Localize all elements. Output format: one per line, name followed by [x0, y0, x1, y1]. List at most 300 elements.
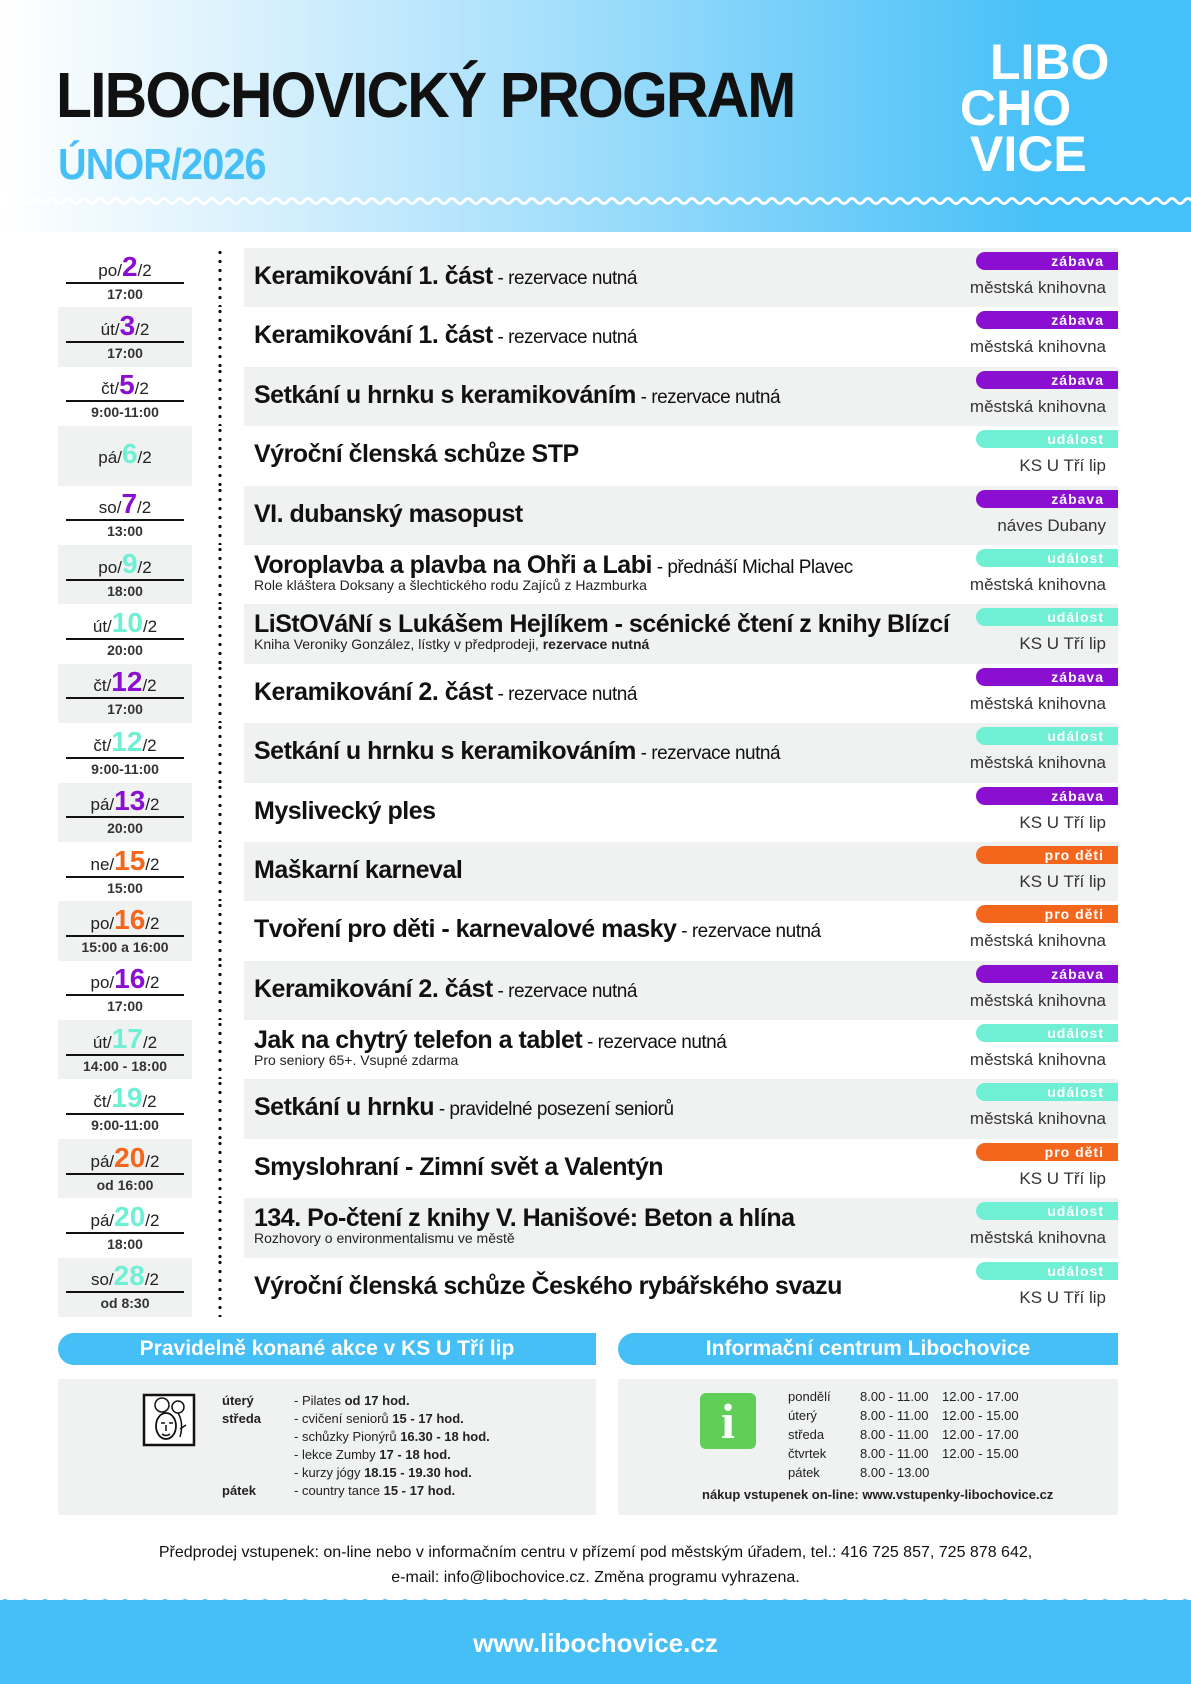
event-date	[58, 1198, 192, 1257]
event-title: Keramikování 1. část	[254, 262, 493, 290]
event-details	[244, 426, 1118, 485]
event-details	[244, 307, 1118, 366]
regular-time: 17 - 18 hod.	[379, 1447, 451, 1462]
event-date	[58, 1020, 192, 1079]
event-date	[58, 961, 192, 1020]
event-time: 15:00	[107, 879, 143, 896]
event-day	[66, 310, 184, 343]
day-number: 16	[114, 963, 146, 995]
event-subtitle-text: Pro seniory 65+. Vsupné zdarma	[254, 1052, 459, 1069]
event-day	[66, 369, 184, 402]
event-time: 9:00-11:00	[91, 404, 159, 421]
event-day	[66, 547, 184, 581]
regular-event-item	[222, 1447, 451, 1462]
event-day	[66, 903, 184, 937]
month-number: /2	[137, 447, 152, 467]
event-details	[244, 723, 1118, 782]
regular-activity: - Pilates	[294, 1393, 345, 1408]
category-badge: pro děti	[976, 905, 1118, 923]
day-number: 17	[111, 1022, 143, 1054]
weekday: čt/	[101, 379, 120, 399]
afternoon-hours: 12.00 - 15.00	[942, 1408, 1019, 1423]
event-day	[66, 1260, 184, 1293]
event-title: Keramikování 2. část	[254, 677, 493, 706]
month-number: /2	[145, 1210, 160, 1230]
weekday: po/	[98, 260, 122, 280]
event-row	[58, 783, 1118, 842]
header-banner	[0, 0, 1191, 232]
event-title-line	[254, 1204, 795, 1233]
event-date	[58, 307, 192, 366]
regular-events-box	[58, 1379, 596, 1515]
category-badge: událost	[976, 1024, 1118, 1042]
dotted-separator	[218, 664, 222, 723]
afternoon-hours: 12.00 - 15.00	[942, 1446, 1019, 1461]
category-badge: událost	[976, 1262, 1118, 1280]
event-time: 18:00	[107, 1235, 143, 1252]
day-number: 12	[111, 666, 143, 698]
morning-hours: 8.00 - 11.00	[860, 1427, 929, 1442]
month-number: /2	[142, 1092, 157, 1112]
day-number: 20	[114, 1200, 146, 1232]
event-title-line	[254, 1272, 842, 1301]
event-venue: městská knihovna	[969, 1109, 1106, 1129]
event-title-line	[254, 262, 637, 291]
footer-line-2: e-mail: info@libochovice.cz. Změna programu vyhrazena.	[391, 1569, 800, 1586]
regular-activity: - lekce Zumby	[294, 1447, 380, 1462]
event-date	[58, 842, 192, 901]
event-row	[58, 1079, 1118, 1138]
event-venue: KS U Tří lip	[1019, 812, 1106, 832]
event-day	[66, 785, 184, 818]
regular-time: 18.15 - 19.30 hod.	[364, 1465, 472, 1480]
event-time: 15:00 a 16:00	[81, 938, 169, 955]
event-title: Voroplavba a plavba na Ohři a Labi	[254, 550, 652, 579]
weekday: úterý	[788, 1408, 817, 1423]
regular-day: úterý	[222, 1393, 254, 1408]
dotted-separator	[218, 1139, 222, 1198]
event-venue: KS U Tří lip	[1019, 1287, 1106, 1307]
weekday: po/	[90, 973, 115, 993]
weekday: pondělí	[788, 1389, 831, 1404]
regular-time: od 17 hod.	[344, 1393, 410, 1408]
event-venue: městská knihovna	[969, 693, 1106, 713]
event-title-line	[254, 321, 637, 350]
event-details	[244, 1258, 1118, 1317]
dotted-separator	[218, 901, 222, 960]
info-centre-title: Informační centrum Libochovice	[618, 1333, 1118, 1365]
info-icon: i	[700, 1393, 756, 1449]
event-date	[58, 783, 192, 842]
opening-hours-table	[788, 1389, 1019, 1484]
event-date	[58, 367, 192, 426]
event-details	[244, 901, 1118, 960]
category-badge: zábava	[976, 371, 1118, 389]
regular-events-title: Pravidelně konané akce v KS U Tří lip	[58, 1333, 596, 1365]
category-badge: událost	[976, 430, 1118, 448]
event-day	[66, 1200, 184, 1234]
month-number: /2	[142, 1032, 158, 1052]
month-number: /2	[142, 617, 158, 637]
event-venue: městská knihovna	[969, 337, 1106, 357]
day-number: 19	[111, 1082, 143, 1114]
morning-hours: 8.00 - 11.00	[860, 1408, 929, 1423]
event-title-line	[254, 440, 579, 469]
category-badge: zábava	[976, 252, 1118, 270]
day-number: 16	[114, 903, 146, 935]
event-title: Keramikování 2. část	[254, 974, 493, 1003]
dotted-separator	[218, 1020, 222, 1079]
event-date	[58, 723, 192, 782]
bottom-banner	[0, 1600, 1191, 1684]
morning-hours: 8.00 - 11.00	[860, 1446, 929, 1461]
morning-hours: 8.00 - 11.00	[860, 1389, 929, 1404]
dotted-separator	[218, 248, 222, 307]
category-badge: zábava	[976, 965, 1118, 983]
event-title-line	[254, 1153, 663, 1182]
category-badge: událost	[976, 608, 1118, 626]
month-number: /2	[145, 973, 160, 993]
weekday: čt/	[93, 676, 112, 696]
event-details	[244, 961, 1118, 1020]
event-time: 14:00 - 18:00	[82, 1057, 168, 1074]
category-badge: událost	[976, 1083, 1118, 1101]
event-title: Výroční členská schůze Českého rybářského svazu	[254, 1271, 842, 1300]
event-details	[244, 604, 1118, 663]
event-note: - rezervace nutná	[492, 683, 637, 705]
event-note: - rezervace nutná	[492, 327, 637, 349]
footer-note	[0, 1540, 1191, 1590]
dotted-separator	[218, 604, 222, 663]
event-time: 17:00	[107, 998, 143, 1015]
event-title-line	[254, 975, 637, 1004]
dotted-separator	[218, 961, 222, 1020]
event-title-line	[254, 1093, 674, 1122]
day-number: 13	[114, 785, 146, 817]
weekday: pá/	[90, 1210, 115, 1230]
event-venue: městská knihovna	[969, 931, 1106, 951]
weekday: út/	[92, 617, 112, 637]
day-number: 3	[119, 310, 136, 342]
regular-day: středa	[222, 1411, 262, 1426]
hours-row	[788, 1446, 1019, 1465]
weekday: so/	[90, 1270, 114, 1290]
event-title-line	[254, 381, 780, 410]
event-day	[66, 488, 184, 521]
event-time: 20:00	[107, 642, 143, 659]
month-number: /2	[134, 379, 149, 399]
category-badge: zábava	[976, 311, 1118, 329]
event-details	[244, 1079, 1118, 1138]
event-day	[66, 437, 184, 471]
online-tickets-link[interactable]: nákup vstupenek on-line: www.vstupenky-libochovice.cz	[702, 1487, 1054, 1502]
event-title: VI. dubanský masopust	[254, 499, 523, 528]
event-title-line	[254, 551, 853, 580]
event-row	[58, 901, 1118, 960]
page-title: LIBOCHOVICKÝ PROGRAM	[56, 59, 795, 131]
event-day	[66, 844, 184, 878]
event-row	[58, 307, 1118, 366]
event-venue: městská knihovna	[969, 574, 1106, 594]
hours-row	[788, 1408, 1019, 1427]
month-number: /2	[137, 260, 152, 280]
category-badge: událost	[976, 1202, 1118, 1220]
weekday: ne/	[90, 854, 115, 874]
event-title-line	[254, 915, 821, 944]
weekday: pá/	[90, 1151, 115, 1171]
event-time: 13:00	[107, 523, 143, 540]
dotted-separator	[218, 842, 222, 901]
day-number: 6	[121, 437, 138, 469]
day-number: 5	[119, 369, 135, 401]
regular-events-list	[222, 1393, 582, 1513]
event-note: - pravidelné posezení seniorů	[434, 1099, 674, 1121]
event-subtitle-text: Role kláštera Doksany a šlechtického rodu Zajíců z Hazmburka	[254, 576, 647, 593]
event-details	[244, 248, 1118, 307]
category-badge: pro děti	[976, 1143, 1118, 1161]
event-subtitle-text: Kniha Veroniky González, lístky v předprodeji,	[254, 636, 543, 653]
event-title: LiStOVáNí s Lukášem Hejlíkem - scénické čtení z knihy Blízcí	[254, 610, 950, 639]
weekday: út/	[100, 320, 120, 340]
day-number: 28	[113, 1260, 145, 1292]
weekday: čt/	[93, 1092, 112, 1112]
event-note: - rezervace nutná	[635, 386, 781, 408]
event-title: 134. Po-čtení z knihy V. Hanišové: Beton a hlína	[254, 1204, 795, 1233]
event-venue: KS U Tří lip	[1019, 634, 1106, 654]
event-row	[58, 248, 1118, 307]
event-details	[244, 783, 1118, 842]
regular-activity: - kurzy jógy	[294, 1465, 365, 1480]
event-row	[58, 723, 1118, 782]
event-title-line	[254, 610, 949, 639]
day-number: 10	[111, 607, 143, 639]
event-title-line	[254, 737, 780, 766]
event-subtitle	[254, 1052, 458, 1068]
logo-line: LIBO	[990, 34, 1110, 90]
event-venue: KS U Tří lip	[1019, 871, 1106, 891]
event-subtitle	[254, 1230, 515, 1246]
event-row	[58, 1020, 1118, 1079]
event-details	[244, 1198, 1118, 1257]
month-number: /2	[137, 498, 152, 518]
afternoon-hours: 12.00 - 17.00	[942, 1389, 1019, 1404]
regular-activity: - country tance	[294, 1483, 384, 1498]
day-number: 9	[121, 547, 138, 579]
event-subtitle	[254, 577, 647, 593]
event-title: Výroční členská schůze STP	[254, 440, 579, 469]
wave-divider	[0, 196, 1191, 206]
event-venue: KS U Tří lip	[1019, 456, 1106, 476]
event-date	[58, 545, 192, 604]
event-row	[58, 367, 1118, 426]
category-badge: zábava	[976, 668, 1118, 686]
event-day	[66, 250, 184, 284]
event-note: - rezervace nutná	[492, 268, 637, 289]
hours-row	[788, 1465, 1019, 1484]
logo-line: CHO	[960, 80, 1072, 136]
event-day	[66, 1082, 184, 1115]
logo-line: VICE	[970, 126, 1087, 182]
afternoon-hours: 12.00 - 17.00	[942, 1427, 1019, 1442]
event-day	[66, 607, 184, 640]
dotted-separator	[218, 426, 222, 485]
event-note: - rezervace nutná	[635, 743, 781, 765]
weekday: pátek	[788, 1465, 820, 1480]
category-badge: zábava	[976, 490, 1118, 508]
hours-row	[788, 1389, 1019, 1408]
event-time: 18:00	[107, 582, 143, 599]
event-time: od 8:30	[100, 1295, 150, 1312]
month-number: /2	[145, 795, 160, 815]
event-details	[244, 367, 1118, 426]
event-date	[58, 426, 192, 485]
wave-divider	[0, 1596, 1191, 1606]
regular-event-item	[222, 1465, 472, 1480]
event-day	[66, 1141, 184, 1175]
footer-line-1: Předprodej vstupenek: on-line nebo v informačním centru v přízemí pod městským úřadem, tel.: 416 725 857, 725 878 642,	[158, 1544, 1033, 1561]
month-number: /2	[145, 913, 160, 933]
event-time: od 16:00	[96, 1176, 154, 1193]
regular-time: 15 - 17 hod.	[392, 1411, 464, 1426]
month-number: /2	[135, 320, 150, 340]
event-venue: městská knihovna	[969, 278, 1106, 297]
weekday: út/	[92, 1032, 112, 1052]
event-note: - přednáší Michal Plavec	[651, 556, 853, 578]
event-row	[58, 426, 1118, 485]
dotted-separator	[218, 1198, 222, 1257]
event-title: Setkání u hrnku	[254, 1093, 435, 1122]
event-row	[58, 604, 1118, 663]
weekday: čtvrtek	[788, 1446, 827, 1461]
event-details	[244, 1020, 1118, 1079]
event-title-line	[254, 1026, 726, 1055]
month-number: /2	[145, 1151, 160, 1171]
event-venue: náves Dubany	[997, 515, 1106, 535]
event-row	[58, 1258, 1118, 1317]
event-details	[244, 664, 1118, 723]
website-link[interactable]: www.libochovice.cz	[473, 1628, 718, 1658]
event-row	[58, 664, 1118, 723]
dotted-separator	[218, 783, 222, 842]
event-day	[66, 725, 184, 759]
event-details	[244, 486, 1118, 545]
event-date	[58, 1139, 192, 1198]
regular-event-item	[222, 1411, 464, 1426]
event-subtitle	[254, 636, 649, 652]
event-title: Keramikování 1. část	[254, 321, 493, 350]
event-date	[58, 1079, 192, 1138]
month-number: /2	[137, 557, 152, 577]
weekday: po/	[98, 557, 122, 577]
month-number: /2	[142, 676, 157, 696]
event-day	[66, 963, 184, 996]
dotted-separator	[218, 723, 222, 782]
event-time: 9:00-11:00	[91, 1117, 159, 1134]
day-number: 2	[121, 250, 138, 282]
event-venue: městská knihovna	[969, 396, 1106, 416]
ks-face-logo-icon	[142, 1393, 196, 1447]
regular-day: pátek	[222, 1483, 256, 1498]
regular-event-item	[222, 1429, 490, 1444]
dotted-separator	[218, 486, 222, 545]
event-date	[58, 901, 192, 960]
event-title-line	[254, 856, 462, 885]
event-venue: městská knihovna	[969, 990, 1106, 1010]
event-time: 9:00-11:00	[91, 760, 159, 777]
event-venue: městská knihovna	[969, 753, 1106, 773]
event-time: 17:00	[107, 345, 143, 362]
info-centre-box	[618, 1379, 1118, 1515]
dotted-separator	[218, 367, 222, 426]
regular-event-item	[222, 1393, 410, 1408]
weekday: pá/	[90, 795, 115, 815]
event-venue: městská knihovna	[969, 1228, 1106, 1248]
event-note: - rezervace nutná	[676, 921, 821, 943]
event-date	[58, 1258, 192, 1317]
event-date	[58, 664, 192, 723]
event-row	[58, 1139, 1118, 1198]
day-number: 7	[121, 488, 138, 520]
day-number: 12	[111, 725, 143, 757]
event-day	[66, 1022, 184, 1056]
category-badge: pro děti	[976, 846, 1118, 864]
hours-row	[788, 1427, 1019, 1446]
event-title: Maškarní karneval	[254, 855, 463, 884]
event-row	[58, 842, 1118, 901]
event-subtitle-bold: rezervace nutná	[542, 636, 650, 653]
dotted-separator	[218, 545, 222, 604]
dotted-separator	[218, 307, 222, 366]
regular-event-item	[222, 1483, 455, 1498]
day-number: 20	[114, 1141, 146, 1173]
libochovice-logo	[960, 34, 1120, 182]
event-title-line	[254, 678, 637, 707]
event-note: - rezervace nutná	[492, 980, 637, 1002]
event-date	[58, 486, 192, 545]
day-number: 15	[114, 844, 146, 876]
weekday: středa	[788, 1427, 825, 1442]
event-details	[244, 842, 1118, 901]
month-number: /2	[145, 854, 160, 874]
regular-activity: - cvičení seniorů	[294, 1411, 393, 1426]
category-badge: zábava	[976, 787, 1118, 805]
event-details	[244, 545, 1118, 604]
month-number: /2	[142, 735, 157, 755]
event-time: 17:00	[107, 701, 143, 718]
event-date	[58, 248, 192, 307]
event-title-line	[254, 500, 523, 529]
dotted-separator	[218, 1079, 222, 1138]
weekday: so/	[98, 498, 122, 518]
morning-hours: 8.00 - 13.00	[860, 1465, 930, 1480]
event-row	[58, 486, 1118, 545]
event-row	[58, 1198, 1118, 1257]
event-row	[58, 545, 1118, 604]
event-title: Setkání u hrnku s keramikováním	[254, 380, 636, 409]
event-title-line	[254, 797, 436, 826]
event-venue: městská knihovna	[969, 1050, 1106, 1070]
event-time: 20:00	[107, 820, 143, 837]
event-day	[66, 666, 184, 699]
event-subtitle-text: Rozhovory o environmentalismu ve městě	[254, 1230, 515, 1247]
event-title: Tvoření pro děti - karnevalové masky	[254, 915, 677, 944]
regular-time: 15 - 17 hod.	[383, 1483, 456, 1498]
month-subtitle: ÚNOR/2026	[58, 140, 266, 189]
event-time: 17:00	[107, 285, 143, 302]
event-details	[244, 1139, 1118, 1198]
category-badge: událost	[976, 727, 1118, 745]
regular-time: 16.30 - 18 hod.	[400, 1429, 490, 1444]
